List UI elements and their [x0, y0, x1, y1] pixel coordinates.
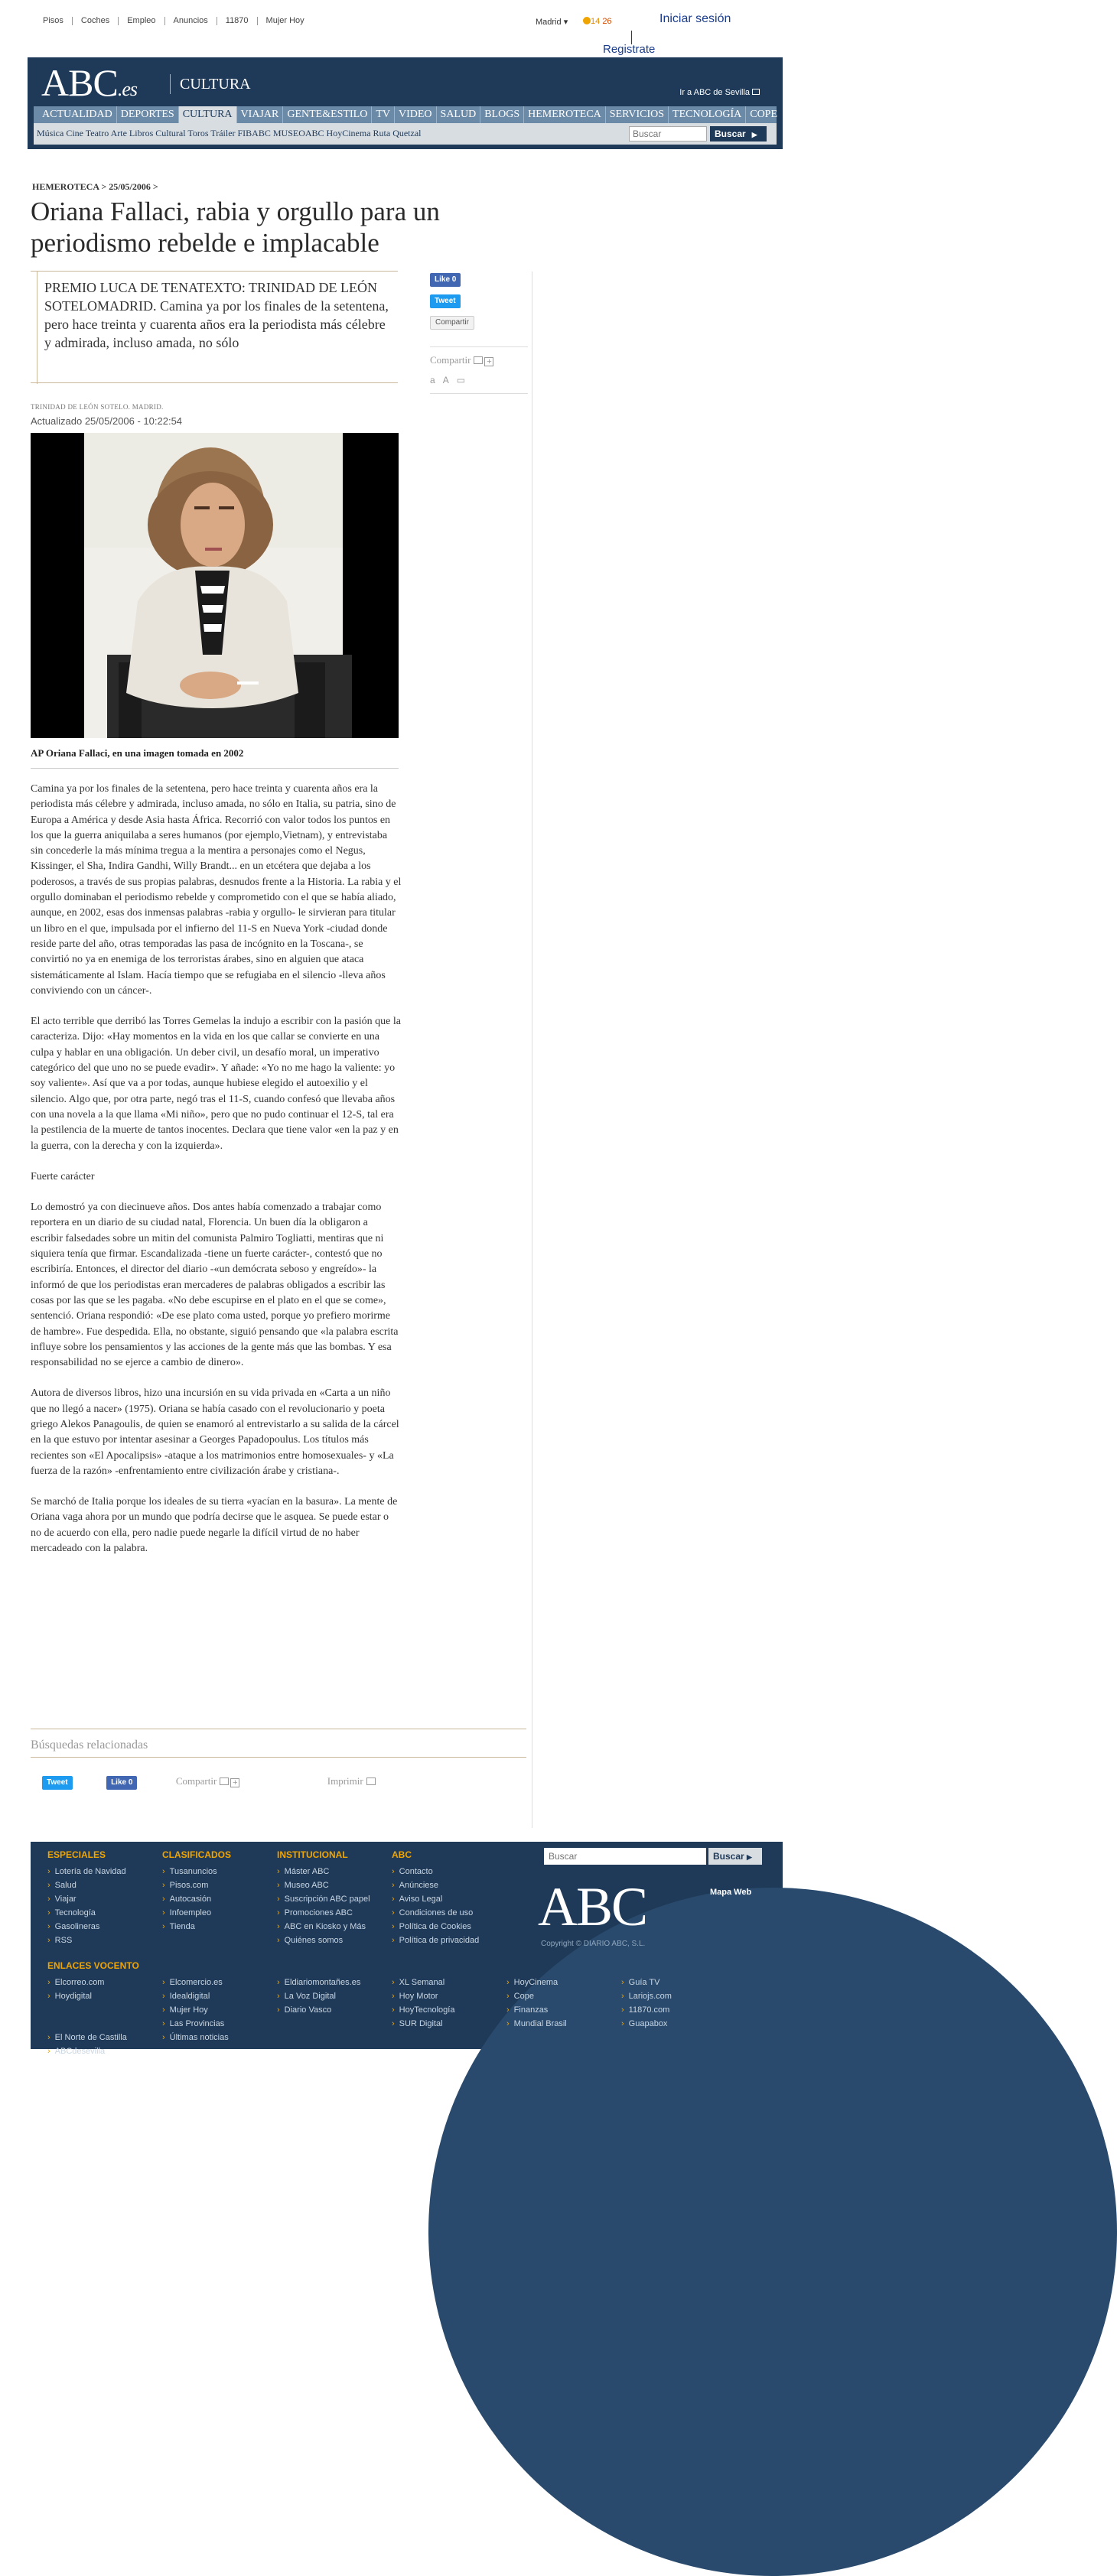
vocento-link[interactable]: › HoyCinema: [506, 1976, 567, 1989]
footer-link[interactable]: › Aviso Legal: [392, 1892, 479, 1906]
tweet-button[interactable]: Tweet: [430, 294, 461, 308]
vocento-link[interactable]: › Hoydigital: [47, 1989, 127, 2003]
footer-column-institucional: [277, 1849, 370, 1947]
updated-timestamp: Actualizado 25/05/2006 - 10:22:54: [31, 415, 183, 427]
nav-cope[interactable]: COPE: [750, 109, 778, 120]
nav-video[interactable]: VIDEO: [395, 106, 437, 123]
temp-min: 14: [591, 17, 601, 26]
vocento-link[interactable]: › Finanzas: [506, 2003, 567, 2017]
temp-max: 26: [602, 17, 612, 26]
footer-link[interactable]: › Autocasión: [162, 1892, 231, 1906]
sevilla-link[interactable]: [679, 88, 760, 97]
breadcrumb-section[interactable]: HEMEROTECA: [32, 181, 99, 192]
nav-tv[interactable]: TV: [372, 106, 395, 123]
vocento-link[interactable]: › Elcorreo.com: [47, 1976, 127, 1989]
vocento-link[interactable]: › Diario Vasco: [277, 2003, 360, 2017]
breadcrumb-date[interactable]: 25/05/2006: [109, 181, 151, 192]
divider: [31, 382, 398, 383]
footer-search-button[interactable]: [708, 1848, 762, 1865]
nav-blogs[interactable]: BLOGS: [480, 106, 524, 123]
vocento-link[interactable]: › Hoy Motor: [392, 1989, 454, 2003]
vocento-link[interactable]: › Mundial Brasil: [506, 2017, 567, 2031]
article-lede: PREMIO LUCA DE TENATEXTO: TRINIDAD DE LEÓN SOTELOMADRID. Camina ya por los finales de la setentena, pero hace treinta y cuarenta años era la periodista más célebre y admirada, incluso amada, no sólo: [44, 280, 389, 350]
vocento-link[interactable]: › Cope: [506, 1989, 567, 2003]
bottom-share-bar: [42, 1774, 501, 1790]
print-icon[interactable]: ▭: [456, 375, 474, 385]
footer-search-input[interactable]: [544, 1848, 706, 1865]
footer-link[interactable]: › Anúnciese: [392, 1878, 479, 1892]
search-input[interactable]: [629, 126, 707, 141]
nav-gente-estilo[interactable]: GENTE&ESTILO: [283, 106, 372, 123]
article-body: [31, 782, 402, 1572]
paragraph: Camina ya por los finales de la setentena, pero hace treinta y cuarenta años era la periodista más célebre y admirada, incluso amada, no sólo en Italia, su patria, sino de Europa a América y desde Asia hasta África. Recorrió con valor todos los puntos en los que la guerra aniquilaba a seres humanos (por ejemplo,Vietnam), y entrevistaba sin concederle la más mínima tregua a la mentira a personajes como el Negus, Kissinger, el Sha, Indira Gandhi, Willy Brandt... en un etcétera que dejaba a los poderosos, a través de sus propias palabras, desnudos frente a la Historia. La rabia y el orgullo dominaban el periodismo rebelde y comprometido con el que se había aliado, aunque, en 2002, esas dos inmensas palabras -rabia y orgullo- le sirvieran para titular un libro en el que, impulsada por el infierno del 11-S en Nueva York -ciudad donde reside parte del año, otras temporadas las pasa de incógnito en la Toscana-, se convirtió no ya en enemiga de los terroristas árabes, sino en alguien que ataca sistemáticamente al Islam. Hacía tiempo que se refugiaba en el silencio -lleva años conviviendo con un cáncer-.: [31, 783, 402, 997]
vocento-link[interactable]: › Las Provincias: [162, 2017, 229, 2031]
sun-icon: [583, 17, 591, 24]
footer-heading: INSTITUCIONAL: [277, 1849, 348, 1860]
share-label[interactable]: Compartir: [175, 1775, 217, 1787]
sub-nav-items[interactable]: Música Cine Teatro Arte Libros Cultural Toros Tráiler FIBABC MUSEOABC HoyCinema Ruta Quetzal: [37, 128, 422, 138]
main-nav: [34, 106, 777, 123]
footer-link[interactable]: › Contacto: [392, 1865, 479, 1878]
breadcrumb: [32, 181, 158, 193]
logo-suffix: .es: [117, 78, 137, 100]
register-link[interactable]: Registrate: [603, 43, 656, 56]
breadcrumb-separator: >: [152, 181, 158, 192]
vocento-link[interactable]: › 11870.com: [621, 2003, 672, 2017]
font-increase-icon[interactable]: A: [442, 375, 457, 385]
footer-link[interactable]: › Pisos.com: [162, 1878, 231, 1892]
footer-link[interactable]: › Infoempleo: [162, 1906, 231, 1920]
footer-link[interactable]: › Promociones ABC: [277, 1906, 370, 1920]
vocento-link[interactable]: › Últimas noticias: [162, 2031, 229, 2044]
vocento-link[interactable]: › Guapabox: [621, 2017, 672, 2031]
print-label[interactable]: Imprimir: [327, 1775, 363, 1787]
divider: [31, 271, 398, 272]
footer-abc-logo[interactable]: ABC: [538, 1876, 647, 1937]
top-bar: [0, 0, 805, 55]
vocento-link[interactable]: › ABCdesevilla: [47, 2044, 127, 2058]
divider: [430, 393, 528, 394]
footer-link[interactable]: › Salud: [47, 1878, 126, 1892]
tweet-button[interactable]: Tweet: [42, 1776, 73, 1790]
search-button-label: Buscar: [715, 128, 746, 139]
footer-link[interactable]: › ABC en Kiosko y Más: [277, 1920, 370, 1934]
top-link-mujer-hoy[interactable]: Mujer Hoy: [265, 16, 304, 25]
nav-actualidad[interactable]: ACTUALIDAD: [38, 106, 117, 123]
print-icon[interactable]: [366, 1778, 376, 1785]
footer-heading: ABC: [392, 1849, 412, 1860]
vocento-link[interactable]: › Lariojs.com: [621, 1989, 672, 2003]
city-selector[interactable]: [536, 17, 568, 27]
vocento-column: [392, 1976, 454, 2031]
related-searches-title: Búsquedas relacionadas: [31, 1738, 148, 1751]
section-title[interactable]: CULTURA: [170, 74, 251, 94]
footer-link[interactable]: › Museo ABC: [277, 1878, 370, 1892]
subheading: Fuerte carácter: [31, 1170, 95, 1182]
sub-nav: [34, 123, 777, 145]
related-searches: [31, 1729, 526, 1758]
vocento-column: [47, 1976, 127, 2058]
footer-link[interactable]: › Suscripción ABC papel: [277, 1892, 370, 1906]
top-link-coches[interactable]: Coches: [73, 17, 119, 25]
footer-link[interactable]: › Gasolineras: [47, 1920, 126, 1934]
nav-deportes[interactable]: DEPORTES: [117, 106, 179, 123]
divider: [31, 768, 399, 769]
vocento-link[interactable]: › SUR Digital: [392, 2017, 454, 2031]
arrow-right-icon: ▶: [747, 1853, 752, 1861]
top-links: [43, 17, 313, 25]
site-map-link[interactable]: Mapa Web: [710, 1888, 752, 1897]
vocento-link[interactable]: › El Norte de Castilla: [47, 2031, 127, 2044]
article-photo: [31, 433, 399, 738]
site-header: [28, 57, 783, 149]
plus-icon[interactable]: +: [230, 1778, 239, 1787]
byline: TRINIDAD DE LEÓN SOTELO. MADRID.: [31, 403, 164, 411]
nav-hemeroteca[interactable]: HEMEROTECA: [524, 106, 606, 123]
email-icon[interactable]: [220, 1778, 229, 1785]
footer-column-clasificados: [162, 1849, 231, 1934]
footer-link[interactable]: › Viajar: [47, 1892, 126, 1906]
external-link-icon: [752, 89, 760, 95]
top-link-11870[interactable]: 11870: [217, 17, 258, 25]
share-panel: [430, 272, 528, 394]
vocento-heading: ENLACES VOCENTO: [47, 1960, 139, 1971]
divider: [430, 346, 528, 347]
nav-viajar[interactable]: VIAJAR: [237, 106, 284, 123]
footer-column-abc: [392, 1849, 479, 1947]
footer-link[interactable]: › Tecnología: [47, 1906, 126, 1920]
footer-heading: ESPECIALES: [47, 1849, 106, 1860]
vocento-link[interactable]: › La Voz Digital: [277, 1989, 360, 2003]
city-label: Madrid: [536, 18, 562, 27]
search-button[interactable]: [710, 126, 767, 141]
vocento-link[interactable]: › XL Semanal: [392, 1976, 454, 1989]
plus-icon[interactable]: +: [484, 357, 493, 366]
facebook-like-button[interactable]: Like 0: [430, 273, 461, 287]
page-title: Oriana Fallaci, rabia y orgullo para un periodismo rebelde e implacable: [31, 197, 440, 258]
footer-link[interactable]: › Lotería de Navidad: [47, 1865, 126, 1878]
share-button[interactable]: Compartir: [430, 316, 474, 330]
vocento-link[interactable]: › Eldiariomontañes.es: [277, 1976, 360, 1989]
footer-link[interactable]: › Tienda: [162, 1920, 231, 1934]
footer-link[interactable]: › Máster ABC: [277, 1865, 370, 1878]
footer-link[interactable]: › Política de Cookies: [392, 1920, 479, 1934]
top-link-anuncios[interactable]: Anuncios: [165, 17, 217, 25]
vocento-link[interactable]: › HoyTecnología: [392, 2003, 454, 2017]
nav-servicios[interactable]: SERVICIOS: [606, 106, 669, 123]
weather-widget: [583, 17, 612, 26]
nav-cultura[interactable]: CULTURA: [179, 106, 237, 123]
vocento-link[interactable]: › Guía TV: [621, 1976, 672, 1989]
footer-link[interactable]: › RSS: [47, 1934, 126, 1947]
top-link-empleo[interactable]: Empleo: [119, 17, 164, 25]
abc-logo[interactable]: [41, 60, 137, 105]
footer-link[interactable]: › Política de privacidad: [392, 1934, 479, 1947]
vocento-column: [277, 1976, 360, 2017]
paragraph: Autora de diversos libros, hizo una incursión en su vida privada en «Carta a un niño que no llegó a nacer» (1975). Oriana se había casado con el revolucionario y poeta griego Alekos Panagoulis, de quien se enamoró al entrevistarlo a su salida de la cárcel en la que estuvo por intentar asesinar a Georges Papadopoulus. Los títulos más recientes son «El Apocalipsis» -ataque a los matrimonios entre homosexuales- y «La fuerza de la razón» -enfrentamiento entre civilización árabe y cristiana-.: [31, 1387, 399, 1477]
vocento-column: [162, 1976, 229, 2044]
email-icon[interactable]: [474, 356, 483, 364]
login-link[interactable]: Iniciar sesión: [659, 12, 731, 25]
vocento-link[interactable]: › Elcomercio.es: [162, 1976, 229, 1989]
top-link-pisos[interactable]: Pisos: [43, 17, 73, 25]
arrow-right-icon: ▶: [751, 131, 757, 138]
portrait-image: [31, 433, 399, 738]
footer-search-label: Buscar: [713, 1851, 744, 1862]
copyright: Copyright © DIARIO ABC, S.L.: [541, 1940, 646, 1948]
breadcrumb-separator: >: [101, 181, 107, 192]
paragraph: El acto terrible que derribó las Torres Gemelas la indujo a escribir con la pasión que la caracteriza. Dijo: «Hay momentos en la vida en los que callar se convierte en una culpa y hablar en una obligación. Un deber civil, un desafío moral, un imperativo categórico del que uno no se puede evadir». Y añade: «Yo no me hago la valiente: yo soy valiente». Así que va a por todas, aunque hubiese elegido el autoexilio y el silencio. Algo que, por otra parte, negó tras el 11-S, cuando confesó que llevaba años con una novela a la que llama «Mi niño», pero que no pudo continuar el 12-S, tal era la pestilencia de la muerte de tantos inocentes. Declara que tiene valor «en la paz y en la guerra, con la derecha y con la izquierda».: [31, 1016, 401, 1152]
nav-salud[interactable]: SALUD: [437, 106, 481, 123]
footer-heading: CLASIFICADOS: [162, 1849, 231, 1860]
footer-link[interactable]: › Quiénes somos: [277, 1934, 370, 1947]
footer-link[interactable]: › Condiciones de uso: [392, 1906, 479, 1920]
paragraph: Lo demostró ya con diecinueve años. Dos antes había comenzado a trabajar como reportera en un diario de su ciudad natal, Florencia. Un buen día la obligaron a escribir falsedades sobre un mitin del comunista Palmiro Togliatti, mentiras que ni siquiera tenía que firmar. Escandalizada -tiene un fuerte carácter-, contestó que no escribiría. Entonces, el director del diario -«un demócrata seboso y engreído»- la informó de que los periodistas eran mercaderes de palabras obligados a escribir las cosas por las que se les pagaba. «No debe escupirse en el plato en el que se come», sentenció. Oriana respondió: «De ese plato coma usted, porque yo prefiero morirme de hambre». Fue despedida. Ella, no obstante, siguió pensando que «la palabra escrita influye sobre los pensamientos y las acciones de la gente más que las bombas. Y esa responsabilidad no se ejerce a cambio de dinero».: [31, 1202, 399, 1369]
logo-text: ABC: [41, 61, 118, 104]
chevron-down-icon: ▾: [563, 18, 568, 27]
sevilla-label: Ir a ABC de Sevilla: [679, 88, 750, 97]
vocento-column: [621, 1976, 672, 2031]
footer-link[interactable]: › Tusanuncios: [162, 1865, 231, 1878]
footer-column-especiales: [47, 1849, 126, 1947]
font-decrease-icon[interactable]: a: [430, 375, 443, 385]
share-label[interactable]: Compartir: [430, 354, 471, 366]
vocento-link[interactable]: › Idealdigital: [162, 1989, 229, 2003]
vocento-column: [506, 1976, 567, 2031]
nav-tecnologia[interactable]: TECNOLOGÍA: [669, 106, 746, 123]
vocento-link[interactable]: › Mujer Hoy: [162, 2003, 229, 2017]
site-footer: [31, 1842, 783, 2056]
facebook-like-button[interactable]: Like 0: [106, 1776, 137, 1790]
photo-caption: AP Oriana Fallaci, en una imagen tomada en 2002: [31, 747, 244, 759]
paragraph: Se marchó de Italia porque los ideales de su tierra «yacían en la basura». La mente de Oriana vaga ahora por un mundo que podría decirse que le asquea. Se puede estar o no de acuerdo con ella, pero nadie puede negarle la difícil virtud de no haber mercadeado con la palabra.: [31, 1496, 398, 1555]
